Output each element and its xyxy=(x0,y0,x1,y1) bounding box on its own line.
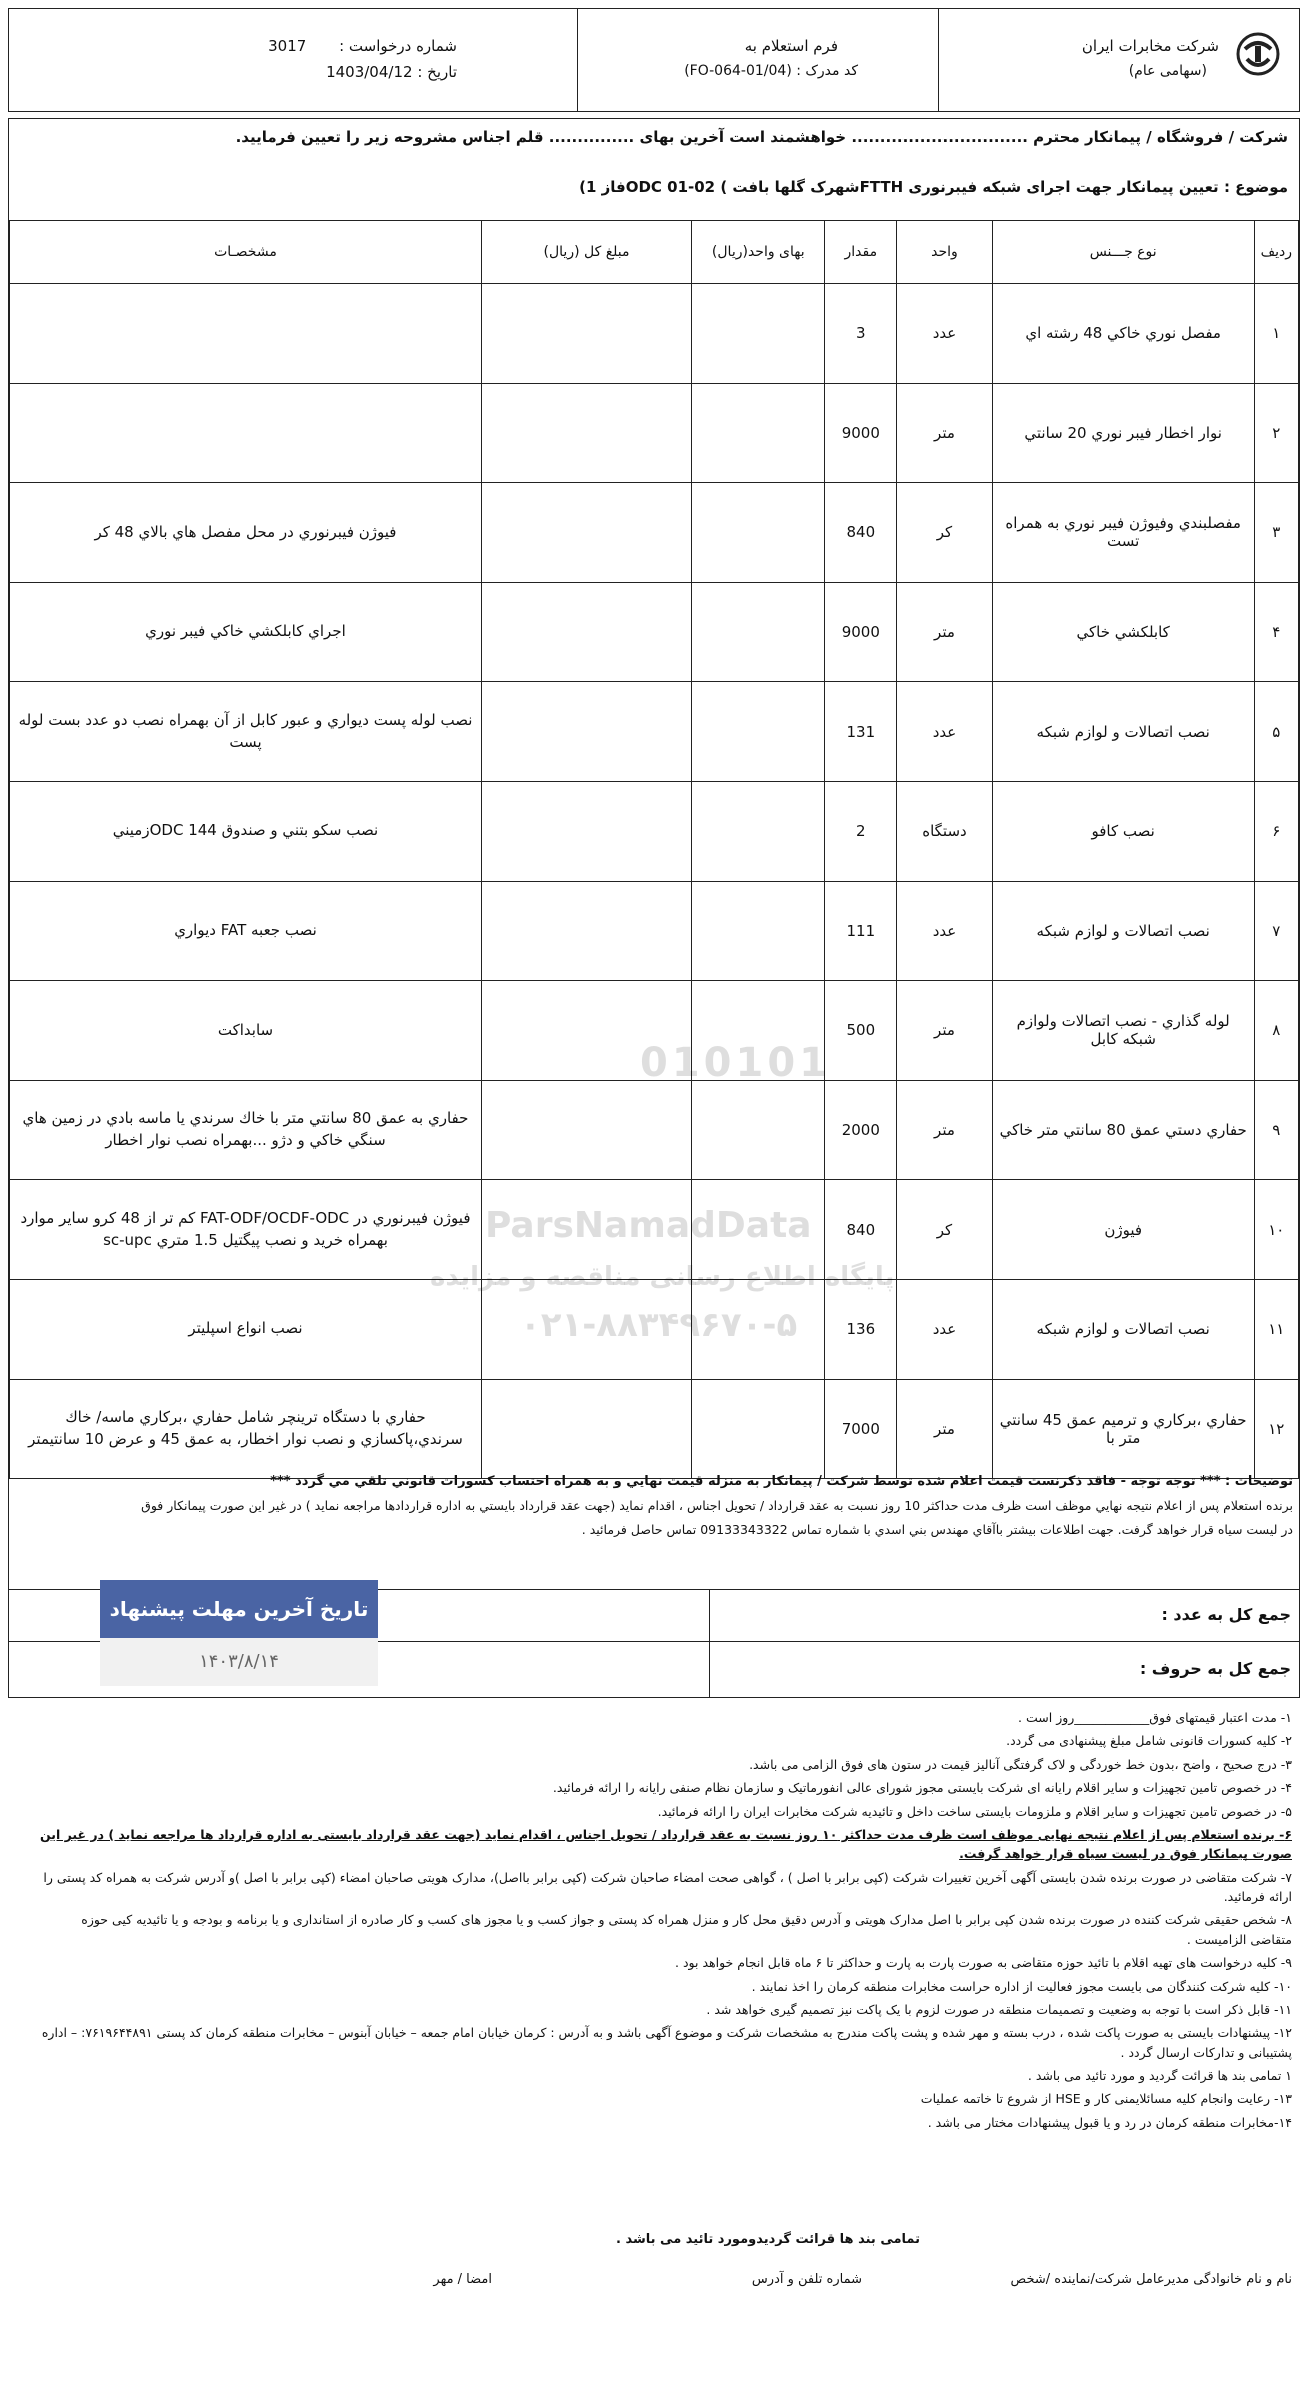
cell-item: كابلكشي خاكي xyxy=(992,582,1254,682)
cell-spec: اجراي كابلكشي خاكي فيبر نوري xyxy=(10,582,482,682)
confirm-text: تمامی بند ها قرائت گردیدومورد تائید می باشد . xyxy=(616,2232,920,2247)
notes-line-3: در ليست سياه قرار خواهد گرفت. جهت اطلاعات بيشتر باآقاي مهندس بني اسدي با شماره تماس 09133343322 تماس حاصل فرمائيد . xyxy=(581,1522,1293,1537)
table-row xyxy=(10,1180,1299,1280)
cell-spec: فيوژن فيبرنوري در محل مفصل هاي بالاي 48 كر xyxy=(10,483,482,583)
deadline-badge xyxy=(100,1580,378,1690)
request-no-label: شماره درخواست : xyxy=(339,37,457,55)
request-no-row xyxy=(268,37,457,55)
cell-total[interactable] xyxy=(481,483,691,583)
cell-qty: 9000 xyxy=(825,383,897,483)
table-row xyxy=(10,1279,1299,1379)
cell-unit: عدد xyxy=(897,682,993,782)
notes-box xyxy=(9,1470,1299,1590)
cell-item: نصب اتصالات و لوازم شبكه xyxy=(992,682,1254,782)
sign-stamp-label: امضا / مهر xyxy=(433,2272,492,2287)
cell-unit-price[interactable] xyxy=(692,1080,825,1180)
cell-unit-price[interactable] xyxy=(692,1180,825,1280)
cell-unit-price[interactable] xyxy=(692,781,825,881)
cell-row-no: ۸ xyxy=(1254,981,1298,1081)
condition-item: ۸- شخص حقیقی شرکت کننده در صورت برنده شدن کپی برابر با اصل مدارک هویتی و آدرس دقیق محل کار و منزل همراه کد پستی و جواز کسب و یا مجوز های کسب و کار صادره از استانداری و یا برنامه و بودجه و یا تائیدیه کیی حوزه متقاضی الزامیست . xyxy=(81,1912,1292,1947)
cell-spec: حفاري به عمق 80 سانتي متر با خاك سرندي يا ماسه بادي در زمين هاي سنگي خاكي و دژو ...بهمراه نصب نوار اخطار xyxy=(10,1080,482,1180)
notes-line-1: توضیحات : *** توجه توجه - فاقد ذكرنست قيمت اعلام شده توسط شركت / پيمانكار به منزله قيمت نهايي و به همراه احتساب كسورات قانوني تلقي مي گردد *** xyxy=(270,1474,1293,1489)
cell-unit: متر xyxy=(897,1379,993,1479)
condition-item: ۱۳- رعایت وانجام کلیه مسائلایمنی کار و HSE از شروع تا خاتمه عملیات xyxy=(920,2091,1292,2107)
cell-spec: نصب انواع اسپليتر xyxy=(10,1279,482,1379)
condition-item: ۱۴-مخابرات منطقه کرمان در رد و یا قبول پیشنهادات مختار می باشد . xyxy=(927,2114,1292,2130)
cell-unit: متر xyxy=(897,1080,993,1180)
cell-qty: 3 xyxy=(825,284,897,384)
header-spec: مشخصـات xyxy=(10,221,482,284)
watermark-text: پایگاه اطلاع رسانی مناقصه و مزایده xyxy=(430,1262,895,1292)
cell-item: مفصل نوري خاكي 48 رشته اي xyxy=(992,284,1254,384)
cell-unit-price[interactable] xyxy=(692,284,825,384)
total-words-label: جمع کل به حروف : xyxy=(1139,1659,1291,1678)
cell-spec xyxy=(10,383,482,483)
condition-item: ۱- مدت اعتبار قیمتهای فوق____________روز است . xyxy=(1018,1710,1292,1725)
cell-qty: 840 xyxy=(825,483,897,583)
cell-qty: 840 xyxy=(825,1180,897,1280)
request-block xyxy=(9,9,577,111)
cell-total[interactable] xyxy=(481,781,691,881)
cell-item: حفاري دستي عمق 80 سانتي متر خاكي xyxy=(992,1080,1254,1180)
cell-row-no: ۶ xyxy=(1254,781,1298,881)
condition-item: ۱۱- قابل ذکر است با توجه به وضعیت و تصمیمات منطقه در صورت لزوم با یک پاکت نیز تصمیم گیری خواهد شد . xyxy=(706,2001,1292,2017)
cell-row-no: ۹ xyxy=(1254,1080,1298,1180)
cell-row-no: ۷ xyxy=(1254,881,1298,981)
cell-spec: سابداكت xyxy=(10,981,482,1081)
cell-unit: متر xyxy=(897,981,993,1081)
cell-row-no: ۵ xyxy=(1254,682,1298,782)
form-title: فرم استعلام به xyxy=(744,37,838,55)
cell-qty: 111 xyxy=(825,881,897,981)
cell-total[interactable] xyxy=(481,1379,691,1479)
cell-row-no: ۳ xyxy=(1254,483,1298,583)
total-numeric-label: جمع کل به عدد : xyxy=(1161,1605,1291,1624)
signatory-name-label: نام و نام خانوادگی مدیرعامل شرکت/نماینده /شخص xyxy=(1010,2272,1292,2287)
cell-unit-price[interactable] xyxy=(692,1279,825,1379)
cell-row-no: ۱۲ xyxy=(1254,1379,1298,1479)
header-qty: مقدار xyxy=(825,221,897,284)
subject-label: موضوع : xyxy=(1223,178,1288,196)
condition-item: ۶- برنده استعلام پس از اعلام نتیجه نهایی موظف است ظرف مدت حداکثر ۱۰ روز نسبت به عقد قرارداد / تحویل اجناس ، اقدام نماید (جهت عقد قرارداد بایستی به اداره قرارداد ها مراجعه نماید ) در غیر این صورت پیمانکار فوق در لیست سیاه قرار خواهد گرفت. xyxy=(40,1826,1292,1862)
date-row xyxy=(326,63,457,81)
watermark-brand: ParsNamadData xyxy=(485,1205,812,1246)
company-logo-icon xyxy=(1235,31,1281,77)
doc-code: کد مدرک : (FO-064-01/04) xyxy=(684,63,858,79)
cell-unit: كر xyxy=(897,1180,993,1280)
header-row-no: ردیف xyxy=(1254,221,1298,284)
cell-total[interactable] xyxy=(481,1080,691,1180)
condition-item: ۱۲- پیشنهادات بایستی به صورت پاکت شده ، درب بسته و مهر شده و پشت پاکت مندرج به مشخصات شرکت و موضوع آگهی باشد و به آدرس : کرمان خیابان امام جمعه – خیابان آبنوس – مخابرات منطقه کرمان کد پستی ۷۶۱۹۶۴۴۸۹۱: – اداره پشتیبانی و تدارکات ارسال گردد . xyxy=(41,2025,1292,2060)
cell-spec: فيوژن فيبرنوري در FAT-ODF/OCDF-ODC كم تر از 48 كرو ساير موارد بهمراه خريد و نصب پيگتيل 1.5 متري sc-upc xyxy=(10,1180,482,1280)
cell-row-no: ۱ xyxy=(1254,284,1298,384)
cell-unit-price[interactable] xyxy=(692,981,825,1081)
cell-unit: متر xyxy=(897,383,993,483)
conditions-list xyxy=(40,1708,1292,2136)
condition-item: ۹- کلیه درخواست های تهیه اقلام با تائید حوزه متقاضی به صورت پارت به پارت و حداکثر تا ۶ ماه قابل انجام خواهد بود . xyxy=(675,1955,1292,1971)
date-label: تاریخ : xyxy=(417,63,457,81)
table-row xyxy=(10,582,1299,682)
cell-unit-price[interactable] xyxy=(692,483,825,583)
condition-item: ۱ تمامی بند ها قرائت گردید و مورد تائید می باشد . xyxy=(1027,2068,1292,2083)
cell-total[interactable] xyxy=(481,1279,691,1379)
request-no: 3017 xyxy=(268,37,307,55)
cell-total[interactable] xyxy=(481,881,691,981)
cell-total[interactable] xyxy=(481,582,691,682)
header-unit: واحد xyxy=(897,221,993,284)
table-row xyxy=(10,981,1299,1081)
cell-total[interactable] xyxy=(481,284,691,384)
cell-total[interactable] xyxy=(481,383,691,483)
cell-spec: نصب جعبه FAT ديواري xyxy=(10,881,482,981)
form-header xyxy=(8,8,1300,112)
items-table xyxy=(9,220,1299,1479)
cell-qty: 2000 xyxy=(825,1080,897,1180)
items-table-wrap xyxy=(9,220,1299,1479)
company-name: شرکت مخابرات ایران xyxy=(1081,37,1219,55)
cell-item: فيوژن xyxy=(992,1180,1254,1280)
phone-address-label: شماره تلفن و آدرس xyxy=(751,2272,862,2287)
table-row xyxy=(10,682,1299,782)
cell-unit-price[interactable] xyxy=(692,682,825,782)
condition-item: ۷- شرکت متقاضی در صورت برنده شدن بایستی آگهی آخرین تغییرات شرکت (کپی برابر با اصل ) ، گواهی صحت امضاء صاحبان شرکت (کپی برابر بااصل)، مدارک هویتی صاحبان امضاء (کپی برابر با اصل )و آدرس شرکت به همراه کد پستی را ارائه فرمائید. xyxy=(43,1869,1292,1904)
cell-unit-price[interactable] xyxy=(692,1379,825,1479)
table-row xyxy=(10,881,1299,981)
header-item: نوع جـــنس xyxy=(992,221,1254,284)
cell-row-no: ۱۰ xyxy=(1254,1180,1298,1280)
deadline-date: ۱۴۰۳/۸/۱۴ xyxy=(100,1638,378,1686)
subject-text: تعیین پیمانکار جهت اجرای شبکه فیبرنوری FTTHشهرک گلها بافت ) ODC 01-02فاز 1) xyxy=(579,178,1219,196)
cell-spec: نصب لوله پست ديواري و عبور كابل از آن بهمراه نصب دو عدد بست لوله پست xyxy=(10,682,482,782)
table-row xyxy=(10,1080,1299,1180)
header-unit-price: بهای واحد(ریال) xyxy=(692,221,825,284)
cell-row-no: ۴ xyxy=(1254,582,1298,682)
condition-item: ۵- در خصوص تامین تجهیزات و سایر اقلام و ملزومات بایستی ساخت داخل و تائیدیه شرکت مخابرات ایران را ارائه فرمائید. xyxy=(657,1803,1292,1819)
cell-unit: دستگاه xyxy=(897,781,993,881)
cell-qty: 9000 xyxy=(825,582,897,682)
cell-unit: متر xyxy=(897,582,993,682)
cell-unit-price[interactable] xyxy=(692,383,825,483)
condition-item: ۳- درج صحیح ، واضح ،بدون خط خوردگی و لاک گرفتگی آنالیز قیمت در ستون های فوق الزامی می باشد. xyxy=(749,1756,1292,1772)
table-header-row xyxy=(10,221,1299,284)
cell-qty: 500 xyxy=(825,981,897,1081)
cell-row-no: ۱۱ xyxy=(1254,1279,1298,1379)
cell-unit: كر xyxy=(897,483,993,583)
signature-row xyxy=(20,2272,1292,2312)
condition-item: ۱۰- کلیه شرکت کنندگان می بایست مجوز فعالیت از اداره حراست مخابرات منطقه کرمان را اخذ نمایند . xyxy=(751,1978,1292,1994)
cell-spec: حفاري با دستگاه ترينچر شامل حفاري ،بركاري ماسه/ خاك سرندي،پاكسازي و نصب نوار اخطار، به عمق 45 و عرض 10 سانتيمتر xyxy=(10,1379,482,1479)
form-title-block xyxy=(577,9,938,111)
intro-line: شرکت / فروشگاه / پیمانکار محترم ............................... خواهشمند است آخرین بهای ............... قلم اجناس مشروحه زیر را تعیین فرمایید. xyxy=(235,128,1288,146)
cell-unit: عدد xyxy=(897,881,993,981)
condition-item: ۲- کلیه کسورات قانونی شامل مبلغ پیشنهادی می گردد. xyxy=(1006,1733,1292,1749)
table-row xyxy=(10,1379,1299,1479)
cell-item: نصب اتصالات و لوازم شبكه xyxy=(992,881,1254,981)
table-row xyxy=(10,284,1299,384)
notes-line-2: برنده استعلام پس از اعلام نتيجه نهايي موظف است ظرف مدت حداكثر 10 روز نسبت به عقد قرارداد / تحويل اجناس ، اقدام نمايد (جهت عقد قرارداد بايستي به اداره قراردادها مراجعه نمايد ) در غير اين صورت پيمانكار فوق xyxy=(141,1498,1293,1513)
date-value: 1403/04/12 xyxy=(326,63,413,81)
cell-item: مفصلبندي وفيوژن فيبر نوري به همراه تست xyxy=(992,483,1254,583)
deadline-title: تاریخ آخرین مهلت پیشنهاد xyxy=(100,1580,378,1638)
condition-item: ۴- در خصوص تامین تجهیزات و سایر اقلام رایانه ای شرکت بایستی مجوز شورای عالی انفورماتیک و سازمان نظام صنفی رایانه را ارائه فرمائید. xyxy=(552,1780,1292,1796)
cell-unit: عدد xyxy=(897,1279,993,1379)
cell-qty: 131 xyxy=(825,682,897,782)
cell-unit-price[interactable] xyxy=(692,881,825,981)
watermark-phone: ۰۲۱-۸۸۳۴۹۶۷۰-۵ xyxy=(520,1305,798,1345)
cell-unit-price[interactable] xyxy=(692,582,825,682)
cell-item: نوار اخطار فيبر نوري 20 سانتي xyxy=(992,383,1254,483)
cell-total[interactable] xyxy=(481,1180,691,1280)
table-row xyxy=(10,383,1299,483)
table-row xyxy=(10,781,1299,881)
table-row xyxy=(10,483,1299,583)
watermark-digits: 010101 xyxy=(640,1040,831,1086)
cell-item: لوله گذاري - نصب اتصالات ولوازم شبكه كابل xyxy=(992,981,1254,1081)
cell-unit: عدد xyxy=(897,284,993,384)
cell-item: نصب كافو xyxy=(992,781,1254,881)
company-block xyxy=(938,9,1299,111)
cell-total[interactable] xyxy=(481,981,691,1081)
cell-qty: 2 xyxy=(825,781,897,881)
cell-item: نصب اتصالات و لوازم شبكه xyxy=(992,1279,1254,1379)
cell-qty: 136 xyxy=(825,1279,897,1379)
cell-spec: نصب سكو بتني و صندوق ODC 144زميني xyxy=(10,781,482,881)
cell-qty: 7000 xyxy=(825,1379,897,1479)
company-type: (سهامی عام) xyxy=(1128,63,1207,79)
cell-spec xyxy=(10,284,482,384)
cell-item: حفاري ،بركاري و ترميم عمق 45 سانتي متر با xyxy=(992,1379,1254,1479)
subject-row xyxy=(20,178,1288,196)
cell-total[interactable] xyxy=(481,682,691,782)
cell-row-no: ۲ xyxy=(1254,383,1298,483)
header-total: مبلغ کل (ریال) xyxy=(481,221,691,284)
